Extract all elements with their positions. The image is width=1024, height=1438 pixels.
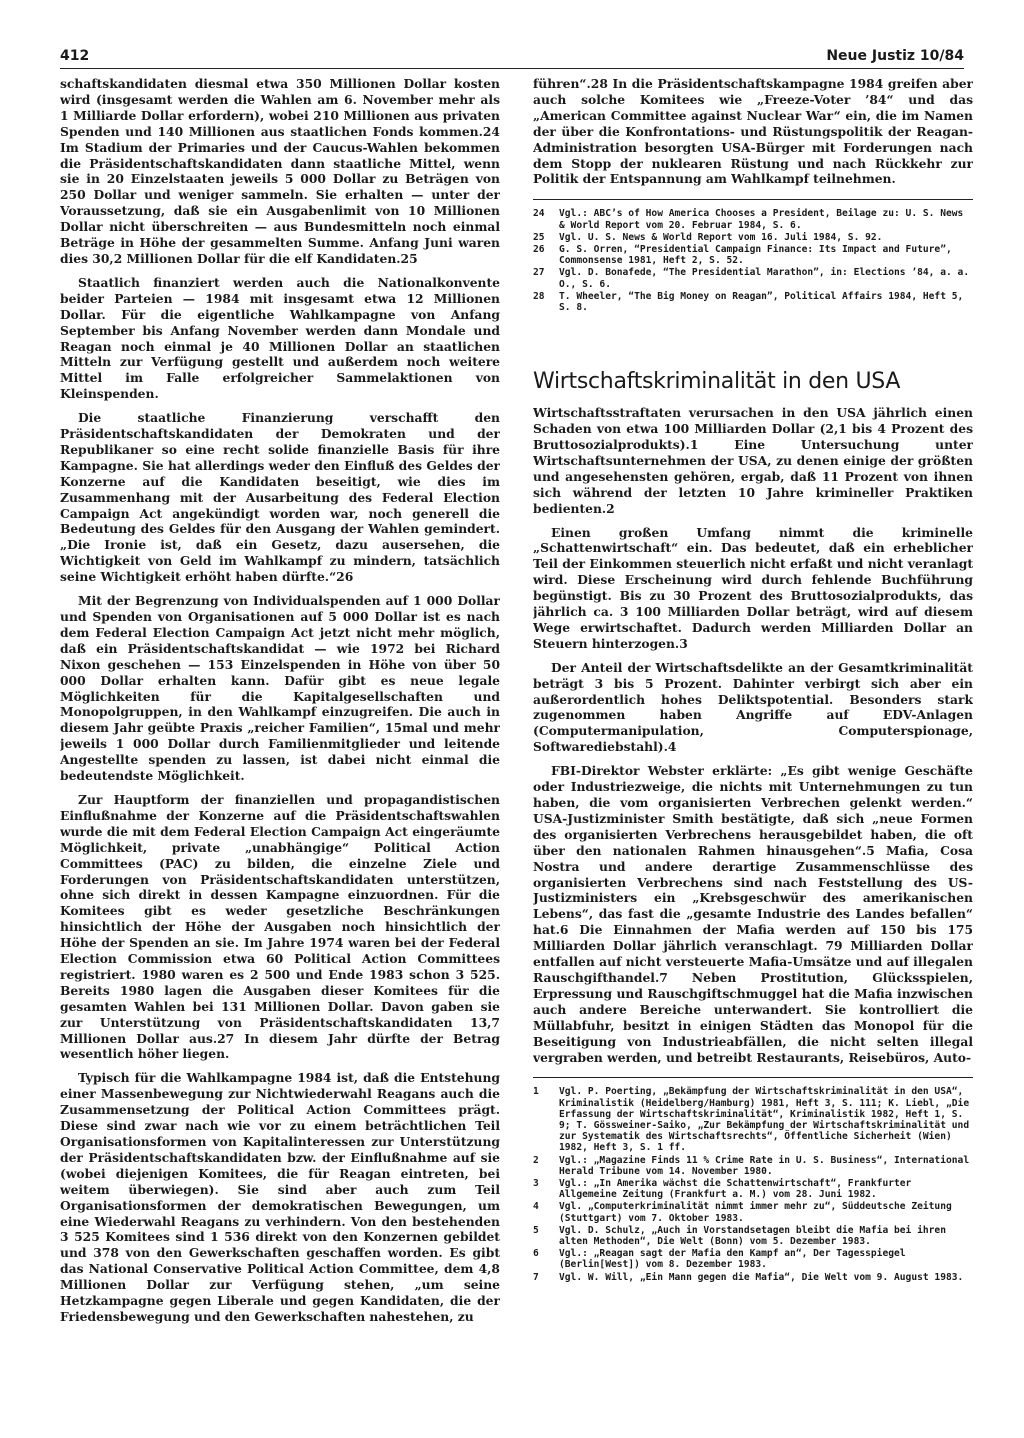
footnote-number: 26 [533,243,545,255]
footnote-number: 28 [533,290,545,302]
footnote [533,291,973,313]
page-number: 412 [60,48,90,64]
footnote [533,1248,973,1270]
body-paragraph: schaftskandidaten diesmal etwa 350 Millionen Dollar kosten wird (insgesamt werden die Wahlen am 6. November mehr als 1 Milliarde Dollar erfordern), wobei 210 Millionen aus privaten Spenden und 140 Millionen aus staatlichen Fonds kommen.24 Im Stadium der Primaries und der Caucus-Wahlen bekommen die Präsidentschaftskandidaten dann staatliche Mittel, wenn sie in 20 Einzelstaaten jeweils 5 000 Dollar zu Beträgen von 250 Dollar und weniger sammeln. Sie erhalten — unter der Voraussetzung, daß sie ein Ausgabenlimit von 10 Millionen Dollar nicht überschreiten — aus Bundesmitteln noch einmal Beträge in Höhe der gesammelten Summe. Anfang Juni waren dies 30,2 Millionen Dollar für die elf Kandidaten.25 [60,76,500,266]
footnote-divider [533,199,973,200]
footnote [533,1201,973,1223]
footnote-text: Vgl. U. S. News & World Report vom 16. Juli 1984, S. 92. [559,231,883,243]
body-paragraph: Typisch für die Wahlkampagne 1984 ist, daß die Entstehung einer Massenbewegung zur Nichtwiederwahl Reagans auch die Zusammensetzung der Political Action Committees prägt. Diese sind zwar nach wie vor zu einem beträchtlichen Teil Organisationsformen von Kapitalinteressen zur Unterstützung der Präsidentschaftskandidaten bzw. der Einflußnahme auf sie (wobei diejenigen Komitees, die für Reagan eintreten, bei weitem überwiegen). Sie sind aber auch zum Teil Organisationsformen der demokratischen Bewegungen, um eine Wiederwahl Reagans zu verhindern. Von den bestehenden 3 525 Komitees sind 1 536 direkt von den Konzernen gebildet und 378 von den Gewerkschaften geschaffen worden. Es gibt das National Conservative Political Action Committee, dem 4,8 Millionen Dollar zur Verfügung stehen, „um seine Hetzkampagne gegen Liberale und gegen Kandidaten, die der Friedensbewegung und den Gewerkschaften nahestehen, zu [60,1070,500,1324]
article-title: Wirtschaftskriminalität in den USA [533,369,901,395]
footnote [533,1178,973,1200]
footnote-text: Vgl. P. Poerting, „Bekämpfung der Wirtschaftskriminalität in den USA“, Kriminalistik (Heidelberg/Hamburg) 1981, Heft 3, S. 111; K. Liebl, „Die Erfassung der Wirtschaftskriminalität“, Kriminalistik 1982, Heft 1, S. 9; T. Gössweiner-Saiko, „Zur Bekämpfung der Wirtschaftskriminalität und zur Systematik des Wirtschaftsrechts“, Öffentliche Sicherheit (Wien) 1982, Heft 3, S. 1 ff. [559,1086,970,1154]
footnote-number: 2 [533,1154,539,1166]
right-column [533,76,973,1410]
footnote [533,1225,973,1247]
footnote [533,244,973,266]
body-paragraph: Wirtschaftsstraftaten verursachen in den USA jährlich einen Schaden von etwa 100 Milliarden Dollar (2,1 bis 4 Prozent des Bruttosozialprodukts).1 Eine Untersuchung unter Wirtschaftsunternehmen der USA, zu denen einige der größten und angesehensten gehören, ergab, daß 11 Prozent von ihnen sich während der letzten 10 Jahre krimineller Praktiken bedienten.2 [533,405,973,516]
footnote-text: Vgl. D. Schulz, „Auch in Vorstandsetagen bleibt die Mafia bei ihren alten Methoden“, Die Welt (Bonn) vom 5. Dezember 1983. [559,1224,946,1248]
journal-issue: Neue Justiz 10/84 [826,48,964,64]
footnote-text: Vgl.: „Magazine Finds 11 % Crime Rate in U. S. Business“, International Herald Tribune vom 14. November 1980. [559,1154,970,1177]
footnote-number: 25 [533,231,545,243]
page-header [60,48,964,69]
footnote [533,1155,973,1177]
footnote-text: G. S. Orren, “Presidential Campaign Finance: Its Impact and Future”, Commonsense 1981, Heft 2, S. 52. [559,243,952,267]
footnote-divider [533,1077,973,1078]
footnote-text: T. Wheeler, “The Big Money on Reagan”, Political Affairs 1984, Heft 5, S. 8. [559,290,964,313]
body-paragraph: Die staatliche Finanzierung verschafft den Präsidentschaftskandidaten der Demokraten und der Republikaner so eine recht solide finanzielle Basis für ihre Kampagne. Sie hat allerdings weder den Einfluß des Geldes der Konzerne auf die Kandidaten beseitigt, wie dies im Zusammenhang mit der Ausarbeitung des Federal Election Campaign Act angekündigt worden war, noch generell die Bedeutung des Geldes für den Ausgang der Wahlen gemindert. „Die Ironie ist, daß ein Gesetz, dazu ausersehen, die Wichtigkeit von Geld im Wahlkampf zu mindern, tatsächlich seine Wichtigkeit erhöht haben dürfte.“26 [60,410,500,585]
body-paragraph: FBI-Direktor Webster erklärte: „Es gibt wenige Geschäfte oder Industriezweige, die nichts mit Unternehmungen zu tun haben, die vom organisierten Verbrechen gelenkt werden.“ USA-Justizminister Smith bestätigte, daß sich „neue Formen des organisierten Verbrechens herausgebildet haben, die oft über den nationalen Rahmen hinausgehen“.5 Mafia, Cosa Nostra und andere derartige Zusammenschlüsse des organisierten Verbrechens sind nach Feststellung des US-Justizministers ein „Krebsgeschwür des amerikanischen Lebens“, das fast die „gesamte Industrie des Landes befallen“ hat.6 Die Einnahmen der Mafia werden auf 150 bis 175 Milliarden Dollar jährlich veranschlagt. 79 Milliarden Dollar entfallen auf nicht versteuerte Mafia-Umsätze und auf illegalen Rauschgifthandel.7 Neben Prostitution, Glücksspielen, Erpressung und Rauschgiftschmuggel hat die Mafia inzwischen auch andere Bereiche unterwandert. Sie kontrolliert die Müllabfuhr, besitzt in einigen Städten das Monopol für die Beseitigung von Industrieabfällen, die nicht selten illegal vergraben werden, und betreibt Restaurants, Reisebüros, Auto- [533,763,973,1065]
body-paragraph: Staatlich finanziert werden auch die Nationalkonvente beider Parteien — 1984 mit insgesamt etwa 12 Millionen Dollar. Für die eigentliche Wahlkampagne von Anfang September bis Anfang November werden dann Mondale und Reagan noch einmal je 40 Millionen Dollar an staatlichen Mitteln zur Verfügung gestellt und außerdem noch weitere Mittel im Falle erfolgreicher Sammelaktionen von Kleinspenden. [60,274,500,402]
body-paragraph: Der Anteil der Wirtschaftsdelikte an der Gesamtkriminalität beträgt 3 bis 5 Prozent. Dahinter verbirgt sich aber ein außerordentlich hohes Deliktspotential. Besonders stark zugenommen haben Angriffe auf EDV-Anlagen (Computermanipulation, Computerspionage, Softwarediebstahl).4 [533,659,973,755]
body-paragraph: führen“.28 In die Präsidentschaftskampagne 1984 greifen aber auch solche Komitees wie „Freeze-Voter ’84“ und das „American Committee against Nuclear War“ ein, die im Namen der über die Konfrontations- und Rüstungspolitik der Reagan-Administration besorgten USA-Bürger mit Forderungen nach dem Stopp der nuklearen Rüstung und nach Rückkehr zur Politik der Entspannung am Wahlkampf teilnehmen. [533,76,973,187]
body-paragraph: Zur Hauptform der finanziellen und propagandistischen Einflußnahme der Konzerne auf die Präsidentschaftswahlen wurde die mit dem Federal Election Campaign Act eingeräumte Möglichkeit, private „unabhängige“ Political Action Committees (PAC) zu bilden, die einzelne Ziele und Forderungen von Präsidentschaftskandidaten unterstützen, ohne sich direkt in dessen Kampagne einzuordnen. Für die Komitees gibt es weder gesetzliche Beschränkungen hinsichtlich der Höhe der Ausgaben noch hinsichtlich der Höhe der Spenden an sie. Im Jahre 1974 waren bei der Federal Election Commission etwa 60 Political Action Committees registriert. 1980 waren es 2 500 und Ende 1983 schon 3 525. Bereits 1980 lagen die Ausgaben dieser Komitees für die gesamten Wahlen bei 131 Millionen Dollar. Davon gaben sie zur Unterstützung von Präsidentschaftskandidaten 13,7 Millionen Dollar aus.27 In diesem Jahr dürfte der Betrag wesentlich höher liegen. [60,791,500,1062]
footnote-number: 6 [533,1248,539,1260]
footnote-number: 3 [533,1178,539,1190]
footnote-number: 5 [533,1224,539,1236]
footnote-number: 24 [533,208,545,220]
footnote [533,232,973,243]
body-paragraph: Mit der Begrenzung von Individualspenden auf 1 000 Dollar und Spenden von Organisationen auf 5 000 Dollar ist es nach dem Federal Election Campaign Act jetzt nicht mehr möglich, daß ein Präsidentschaftskandidat — wie 1972 bei Richard Nixon geschehen — 153 Einzelspenden in Höhe von über 50 000 Dollar erhalten kann. Dafür gibt es neue legale Möglichkeiten für die Kapitalgesellschaften und Monopolgruppen, in den Wahlkampf einzugreifen. Die auch in diesem Jahr geübte Praxis „reicher Familien“, 15mal und mehr jeweils 1 000 Dollar durch Familienmitglieder und leitende Angestellte spenden zu lassen, ist dabei nicht einmal die bedeutendste Möglichkeit. [60,593,500,784]
footnote [533,208,973,230]
footnotes-previous-article [533,208,973,313]
footnote-number: 1 [533,1086,539,1098]
footnote-number: 4 [533,1201,539,1213]
footnote-text: Vgl. W. Will, „Ein Mann gegen die Mafia“, Die Welt vom 9. August 1983. [559,1271,964,1283]
footnote-text: Vgl.: ABC’s of How America Chooses a President, Beilage zu: U. S. News & World Report vom 20. Februar 1984, S. 6. [559,208,964,231]
footnote-text: Vgl. „Computerkriminalität nimmt immer mehr zu“, Süddeutsche Zeitung (Stuttgart) vom 7. Oktober 1983. [559,1201,952,1224]
left-column [60,76,500,1410]
footnote [533,267,973,289]
footnote-number: 7 [533,1271,539,1283]
footnote-text: Vgl.: „In Amerika wächst die Schattenwirtschaft“, Frankfurter Allgemeine Zeitung (Frankfurt a. M.) vom 28. Juni 1982. [559,1178,912,1201]
footnote-text: Vgl.: „Reagan sagt der Mafia den Kampf an“, Der Tagesspiegel (Berlin[West]) vom 8. Dezember 1983. [559,1248,906,1271]
body-paragraph: Einen großen Umfang nimmt die kriminelle „Schattenwirtschaft“ ein. Das bedeutet, daß ein erheblicher Teil der Einkommen steuerlich nicht erfaßt und nicht veranlagt wird. Diese Erscheinung wird durch fehlende Buchführung begünstigt. Bis zu 30 Prozent des Bruttosozialprodukts, das jährlich ca. 3 100 Milliarden Dollar beträgt, wird auf diesem Wege erwirtschaftet. Dadurch werden Milliarden Dollar an Steuern hinterzogen.3 [533,524,973,651]
footnote [533,1272,973,1283]
footnote [533,1086,973,1153]
footnote-text: Vgl. D. Bonafede, “The Presidential Marathon”, in: Elections ’84, a. a. O., S. 6. [559,267,970,290]
footnotes-article [533,1086,973,1282]
footnote-number: 27 [533,267,545,279]
